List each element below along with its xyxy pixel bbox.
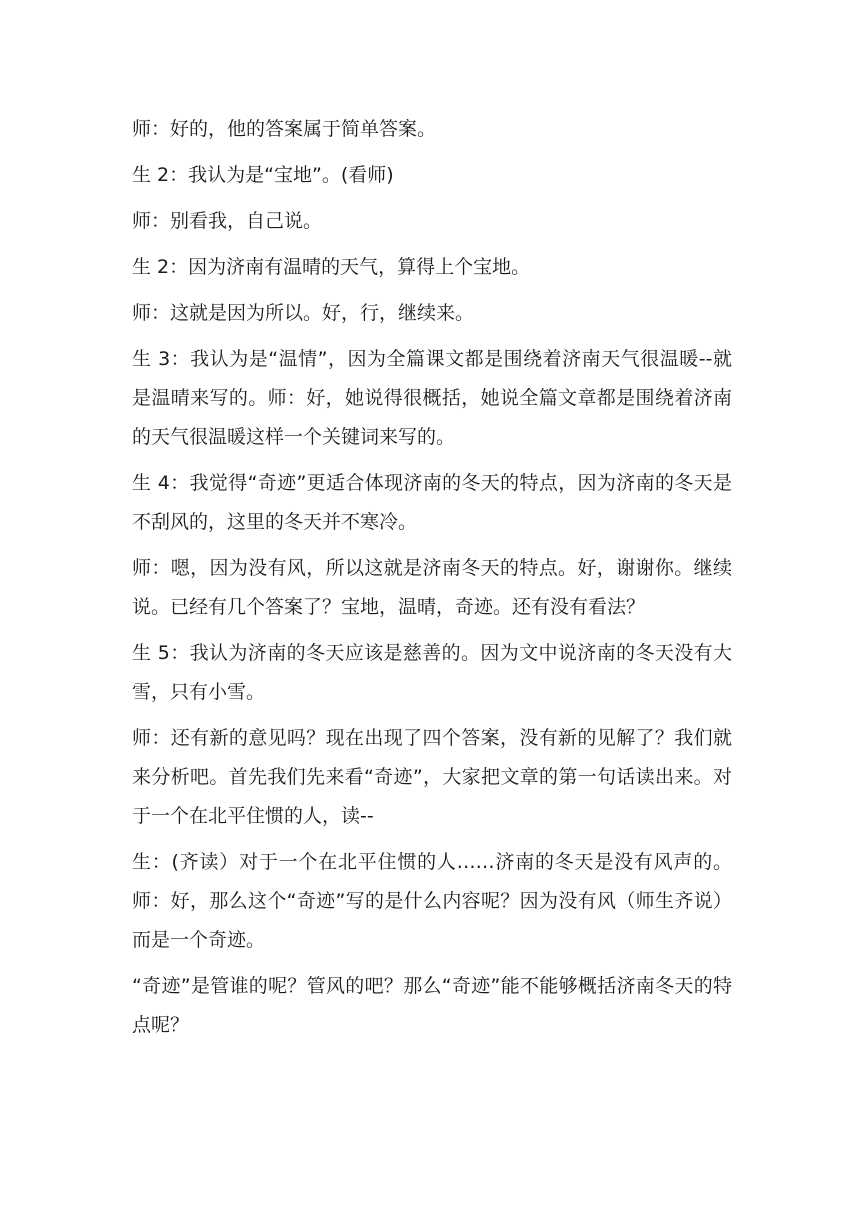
paragraph-10: 师：还有新的意见吗？现在出现了四个答案，没有新的见解了？我们就来分析吧。首先我们先来看“奇迹”，大家把文章的第一句话读出来。对于一个在北平住惯的人，读-- [132, 727, 732, 827]
paragraph-8: 师：嗯，因为没有风，所以这就是济南冬天的特点。好，谢谢你。继续说。已经有几个答案了？宝地，温晴，奇迹。还有没有看法？ [132, 557, 732, 618]
paragraph-4: 生 2：因为济南有温晴的天气，算得上个宝地。 [132, 256, 531, 278]
paragraph-11: 生：(齐读）对于一个在北平住惯的人……济南的冬天是没有风声的。师：好，那么这个“奇迹”写的是什么内容呢？因为没有风（师生齐说）而是一个奇迹。 [132, 851, 732, 951]
paragraph-6: 生 3：我认为是“温情”，因为全篇课文都是围绕着济南天气很温暖--就是温晴来写的。师：好，她说得很概括，她说全篇文章都是围绕着济南的天气很温暖这样一个关键词来写的。 [132, 348, 732, 448]
paragraph-1: 师：好的，他的答案属于简单答案。 [132, 118, 437, 140]
paragraph-9: 生 5：我认为济南的冬天应该是慈善的。因为文中说济南的冬天没有大雪，只有小雪。 [132, 642, 732, 703]
paragraph-2: 生 2：我认为是“宝地”。(看师) [132, 164, 394, 186]
paragraph-5: 师：这就是因为所以。好，行，继续来。 [132, 302, 475, 324]
document-body [132, 110, 732, 1052]
paragraph-7: 生 4：我觉得“奇迹”更适合体现济南的冬天的特点，因为济南的冬天是不刮风的，这里的冬天并不寒冷。 [132, 472, 732, 533]
paragraph-3: 师：别看我，自己说。 [132, 210, 323, 232]
paragraph-12: “奇迹”是管谁的呢？管风的吧？那么“奇迹”能不能够概括济南冬天的特点呢？ [132, 975, 732, 1036]
